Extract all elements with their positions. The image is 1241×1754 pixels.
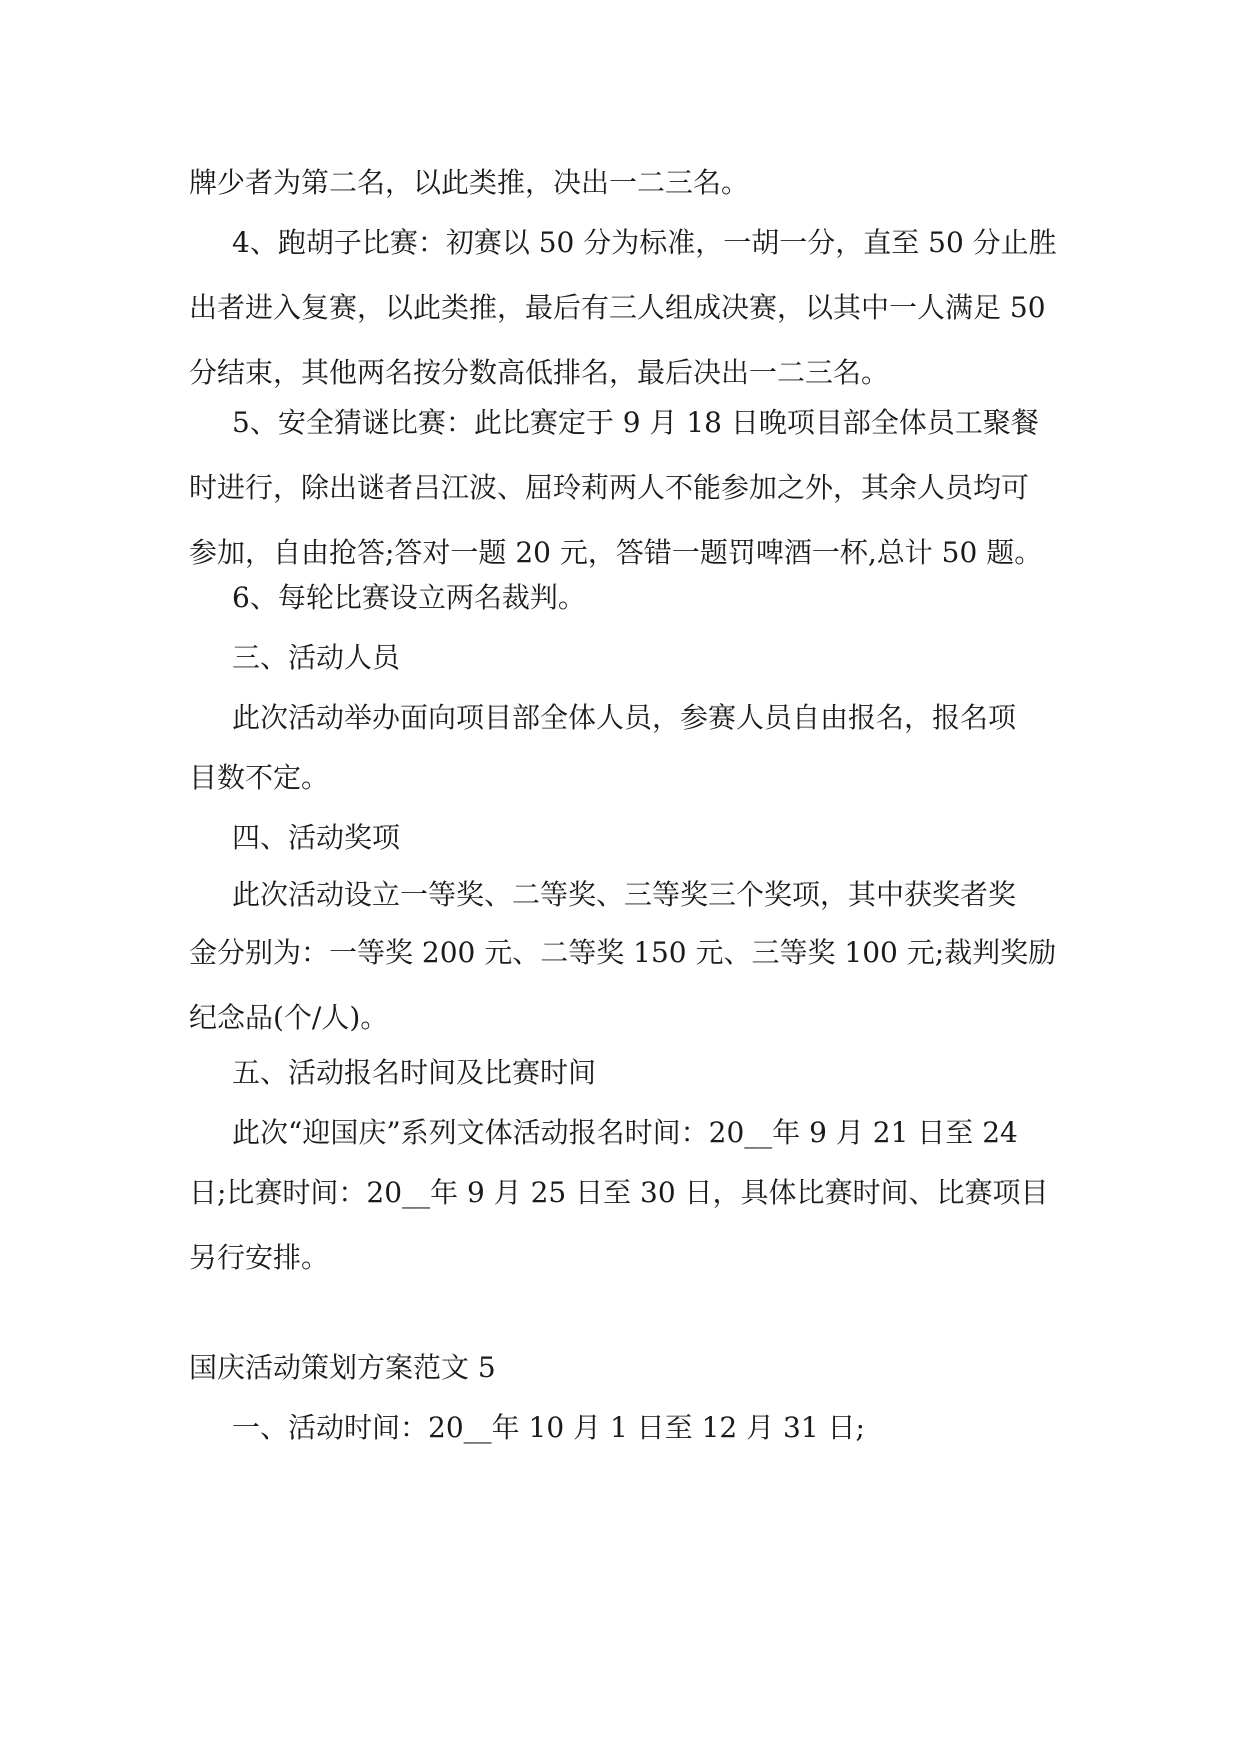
paragraph-participants-cont [189, 745, 1059, 810]
text-line: 日;比赛时间：20__年 9 月 25 日至 30 日，具体比赛时间、比赛项目 [189, 1176, 1049, 1209]
text-line: 此次活动举办面向项目部全体人员，参赛人员自由报名，报名项 [232, 701, 1017, 734]
text-line: 此次活动设立一等奖、二等奖、三等奖三个奖项，其中获奖者奖 [232, 878, 1017, 911]
section-heading: 三、活动人员 [232, 641, 401, 674]
paragraph-activity-time [189, 1395, 1059, 1460]
paragraph-rule-4 [189, 210, 1059, 275]
section-heading: 四、活动奖项 [232, 821, 401, 854]
section-heading-3 [189, 625, 1059, 690]
section-heading: 五、活动报名时间及比赛时间 [232, 1056, 597, 1089]
text-line: 参加，自由抢答;答对一题 20 元，答错一题罚啤酒一杯,总计 50 题。 [189, 536, 1043, 569]
paragraph-rule-3-end [189, 150, 1059, 215]
text-line: 4、跑胡子比赛：初赛以 50 分为标准，一胡一分，直至 50 分止胜 [232, 226, 1057, 259]
page-title: 国庆活动策划方案范文 5 [189, 1351, 496, 1384]
paragraph-awards [189, 862, 1059, 927]
text-line: 5、安全猜谜比赛：此比赛定于 9 月 18 日晚项目部全体员工聚餐 [232, 406, 1039, 439]
paragraph-participants [189, 685, 1059, 750]
document-title [189, 1335, 1059, 1400]
section-heading-5 [189, 1040, 1059, 1105]
text-line: 此次“迎国庆”系列文体活动报名时间：20__年 9 月 21 日至 24 [232, 1116, 1018, 1149]
text-line: 时进行，除出谜者吕江波、屈玲莉两人不能参加之外，其余人员均可 [189, 471, 1030, 504]
paragraph-awards-cont [189, 920, 1059, 1050]
text-line: 牌少者为第二名，以此类推，决出一二三名。 [189, 166, 750, 199]
text-line: 纪念品(个/人)。 [189, 1001, 389, 1034]
text-line: 出者进入复赛，以此类推，最后有三人组成决赛，以其中一人满足 50 [189, 291, 1046, 324]
text-line: 另行安排。 [189, 1241, 330, 1274]
text-line: 一、活动时间：20__年 10 月 1 日至 12 月 31 日; [232, 1411, 865, 1444]
paragraph-rule-4-cont [189, 275, 1059, 405]
section-heading-4 [189, 805, 1059, 870]
paragraph-rule-5 [189, 390, 1059, 455]
text-line: 目数不定。 [189, 761, 330, 794]
paragraph-schedule-cont [189, 1160, 1059, 1290]
paragraph-schedule [189, 1100, 1059, 1165]
text-line: 6、每轮比赛设立两名裁判。 [232, 581, 586, 614]
paragraph-rule-6 [189, 565, 1059, 630]
text-line: 分结束，其他两名按分数高低排名，最后决出一二三名。 [189, 356, 890, 389]
text-line: 金分别为：一等奖 200 元、二等奖 150 元、三等奖 100 元;裁判奖励 [189, 936, 1057, 969]
